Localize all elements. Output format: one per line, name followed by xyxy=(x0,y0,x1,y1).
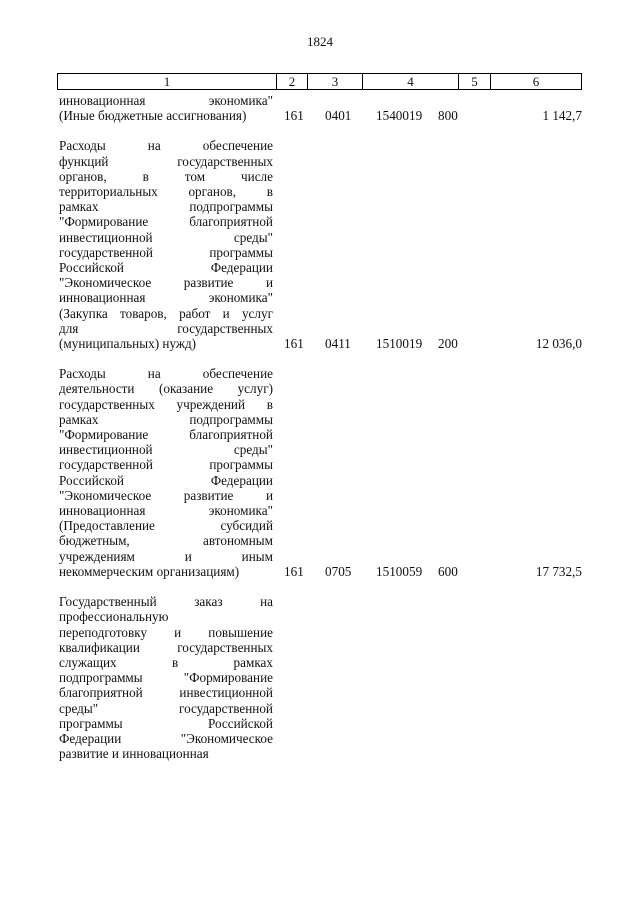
description-line: инновационная экономика" xyxy=(59,93,273,108)
description-line: рамках подпрограммы xyxy=(59,411,273,427)
description-line: Федерации "Экономическое xyxy=(59,730,273,746)
section-code: 0705 xyxy=(325,563,352,579)
description-line: учреждениям и иным xyxy=(59,548,273,564)
description-line: государственных учреждений в xyxy=(59,396,273,412)
amount: 1 142,7 xyxy=(542,108,582,124)
target-article-code: 1510019 xyxy=(376,336,423,352)
row-values xyxy=(0,564,640,579)
description-line: профессиональную xyxy=(59,609,169,625)
description-line: "Формирование благоприятной xyxy=(59,214,273,230)
table-header xyxy=(57,73,582,90)
description-line: (Закупка товаров, работ и услуг xyxy=(59,305,273,321)
description-line: органов, в том числе xyxy=(59,168,273,184)
amount: 12 036,0 xyxy=(535,336,582,352)
description-line: Расходы на обеспечение xyxy=(59,138,273,154)
description-line: Государственный заказ на xyxy=(59,594,273,610)
target-article-code: 1540019 xyxy=(376,108,423,124)
table-row xyxy=(0,594,640,761)
ministry-code: 161 xyxy=(284,563,304,579)
description-line: инвестиционной среды" xyxy=(59,229,273,245)
row-description xyxy=(59,594,273,761)
description-line: (Иные бюджетные ассигнования) xyxy=(59,108,247,124)
header-col-2: 2 xyxy=(277,74,308,89)
description-line: рамках подпрограммы xyxy=(59,199,273,215)
description-line: территориальных органов, в xyxy=(59,184,273,200)
description-line: бюджетным, автономным xyxy=(59,533,273,549)
description-line: квалификации государственных xyxy=(59,639,273,655)
table-row xyxy=(0,93,640,123)
header-col-1: 1 xyxy=(58,74,277,89)
description-line: развитие и инновационная xyxy=(59,746,209,762)
description-line: государственной программы xyxy=(59,457,273,473)
table-row xyxy=(0,366,640,579)
header-col-6: 6 xyxy=(532,74,540,89)
description-line: "Формирование благоприятной xyxy=(59,427,273,443)
page-number: 1824 xyxy=(307,34,333,49)
ministry-code: 161 xyxy=(284,336,304,352)
expense-type-code: 600 xyxy=(438,563,458,579)
section-code: 0411 xyxy=(325,336,351,352)
description-line: инвестиционной среды" xyxy=(59,442,273,458)
description-line: Российской Федерации xyxy=(59,260,273,276)
row-values xyxy=(0,108,640,123)
description-line: Расходы на обеспечение xyxy=(59,366,273,382)
amount: 17 732,5 xyxy=(535,563,582,579)
description-line: некоммерческим организациям) xyxy=(59,563,240,579)
description-line: среды" государственной xyxy=(59,700,273,716)
ministry-code: 161 xyxy=(284,108,304,124)
description-line: благоприятной инвестиционной xyxy=(59,685,273,701)
table-body xyxy=(0,93,640,776)
header-col-4: 4 xyxy=(363,74,459,89)
row-values xyxy=(0,336,640,351)
header-col-3: 3 xyxy=(308,74,363,89)
header-col-5: 5 xyxy=(459,74,491,89)
table-row xyxy=(0,138,640,351)
row-description xyxy=(59,366,273,579)
description-line: для государственных xyxy=(59,320,273,336)
target-article-code: 1510059 xyxy=(376,563,423,579)
description-line: подпрограммы "Формирование xyxy=(59,670,273,686)
description-line: инновационная экономика" xyxy=(59,290,273,306)
description-line: инновационная экономика" xyxy=(59,503,273,519)
description-line: Российской Федерации xyxy=(59,472,273,488)
section-code: 0401 xyxy=(325,108,352,124)
expense-type-code: 200 xyxy=(438,336,458,352)
row-values xyxy=(0,746,640,761)
description-line: переподготовку и повышение xyxy=(59,624,273,640)
description-line: программы Российской xyxy=(59,715,273,731)
expense-type-code: 800 xyxy=(438,108,458,124)
description-line: "Экономическое развитие и xyxy=(59,487,273,503)
description-line: функций государственных xyxy=(59,153,273,169)
description-line: (Предоставление субсидий xyxy=(59,518,273,534)
description-line: служащих в рамках xyxy=(59,654,273,670)
description-line: (муниципальных) нужд) xyxy=(59,336,197,352)
row-description xyxy=(59,138,273,351)
description-line: государственной программы xyxy=(59,244,273,260)
description-line: деятельности (оказание услуг) xyxy=(59,381,273,397)
description-line: "Экономическое развитие и xyxy=(59,275,273,291)
